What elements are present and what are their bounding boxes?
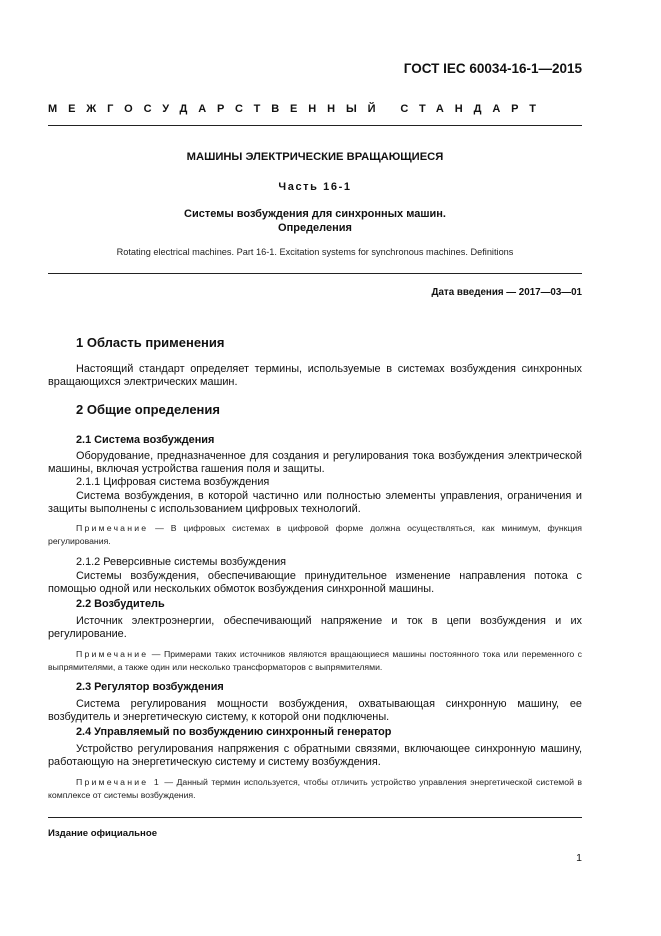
term-2-1-2-title: 2.1.2 Реверсивные системы возбуждения <box>76 556 287 568</box>
section-1-text: Настоящий стандарт определяет термины, используемые в системах возбуждения синхронных вращающихся электрических машин. <box>48 363 582 389</box>
english-title: Rotating electrical machines. Part 16-1. Excitation systems for synchronous machines. Definitions <box>116 247 514 257</box>
note-1-text: — В цифровых системах в цифровой форме должна осуществляться, как минимум, функция регулирования. <box>48 523 582 547</box>
term-2-1-1-definition: Система возбуждения, в которой частично или полностью элементы управления, ограничения и защиты выполнены с использованием цифровых технологий. <box>48 490 582 516</box>
subtitle-line-1: Системы возбуждения для синхронных машин. <box>184 208 446 220</box>
page-number: 1 <box>576 852 582 864</box>
note-3-text: — Данный термин используется, чтобы отличить устройство управления энергетической системой в комплексе от системы возбуждения. <box>48 777 582 801</box>
term-2-1-2-definition: Системы возбуждения, обеспечивающие принудительное изменение направления потока с помощью одной или нескольких обмоток возбуждения синхронной машины. <box>48 570 582 596</box>
document-subtitle <box>48 207 582 235</box>
term-2-3-title: 2.3 Регулятор возбуждения <box>76 681 224 693</box>
subtitle-line-2: Определения <box>278 222 352 234</box>
term-2-3-definition: Система регулирования мощности возбуждения, охватывающая синхронную машину, ее возбудитель и энергетическую систему, к которой они подключены. <box>48 698 582 724</box>
note-1 <box>48 522 582 548</box>
part-number: Часть 16-1 <box>278 181 352 193</box>
note-2 <box>48 648 582 674</box>
term-2-4-definition: Устройство регулирования напряжения с обратными связями, включающее синхронную машину, работающую на энергетическую систему и систему возбуждения. <box>48 743 582 769</box>
introduction-date: Дата введения — 2017—03—01 <box>431 287 582 298</box>
note-3 <box>48 776 582 802</box>
term-2-2-title: 2.2 Возбудитель <box>76 598 165 610</box>
term-2-2-definition: Источник электроэнергии, обеспечивающий напряжение и ток в цепи возбуждения и их регулирование. <box>48 615 582 641</box>
term-2-1-1-title: 2.1.1 Цифровая система возбуждения <box>76 476 270 488</box>
document-title: МАШИНЫ ЭЛЕКТРИЧЕСКИЕ ВРАЩАЮЩИЕСЯ <box>186 151 444 163</box>
title-divider <box>48 273 582 274</box>
term-2-1-title: 2.1 Система возбуждения <box>76 434 215 446</box>
note-2-text: — Примерами таких источников являются вращающиеся машины постоянного тока или переменного с выпрямителями, а также один или несколько трансформаторов с выпрямителями. <box>48 649 582 673</box>
document-code: ГОСТ IEC 60034-16-1—2015 <box>403 61 582 76</box>
official-edition-label: Издание официальное <box>48 828 158 839</box>
interstate-standard-banner: МЕЖГОСУДАРСТВЕННЫЙ СТАНДАРТ <box>48 103 547 115</box>
section-2-heading: 2 Общие определения <box>76 402 220 417</box>
term-2-1-definition: Оборудование, предназначенное для создания и регулирования тока возбуждения электрической машины, включая устройства гашения поля и защиты. <box>48 450 582 476</box>
note-3-label: Примечание 1 <box>76 777 161 787</box>
header-divider <box>48 125 582 126</box>
section-1-heading: 1 Область применения <box>76 335 225 350</box>
note-1-label: Примечание <box>76 523 149 533</box>
term-2-4-title: 2.4 Управляемый по возбуждению синхронный генератор <box>76 726 392 738</box>
note-2-label: Примечание <box>76 649 149 659</box>
footer-divider <box>48 817 582 818</box>
